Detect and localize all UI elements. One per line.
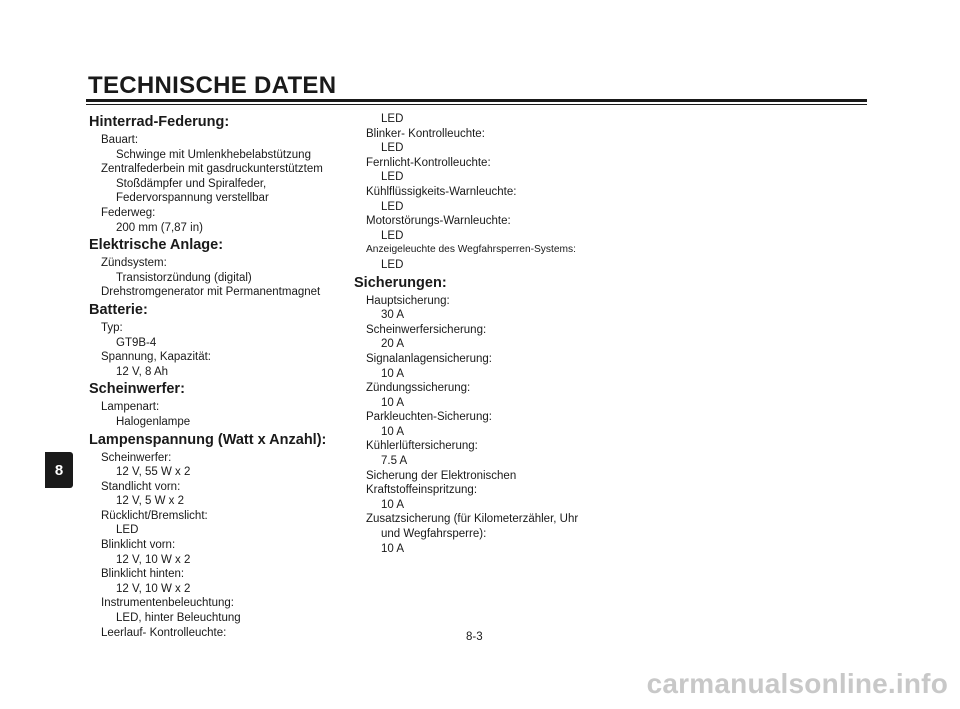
spec-value: 10 A [381, 396, 405, 409]
spec-column-right [354, 112, 624, 556]
spec-value: Schwinge mit Umlenkhebelabstützung [116, 148, 311, 161]
spec-value: 10 A [381, 542, 405, 555]
page-title: TECHNISCHE DATEN [88, 72, 337, 99]
page-number: 8-3 [466, 631, 483, 643]
spec-label: Lampenart: [101, 401, 160, 414]
spec-label: Zündungssicherung: [366, 382, 471, 395]
spec-value: Transistorzündung (digital) [116, 271, 252, 284]
spec-value: LED [381, 229, 404, 242]
spec-value: LED [381, 142, 404, 155]
spec-label: Zentralfederbein mit gasdruckunterstütztem [101, 163, 323, 176]
chapter-tab: 8 [45, 452, 73, 488]
spec-value: 12 V, 10 W x 2 [116, 582, 191, 595]
spec-value: Stoßdämpfer und Spiralfeder, [116, 177, 267, 190]
spec-label: Zusatzsicherung (für Kilometerzähler, Uhr [366, 513, 579, 526]
spec-label: Blinklicht hinten: [101, 568, 185, 581]
title-rule-thin [86, 104, 867, 105]
spec-value: 12 V, 55 W x 2 [116, 466, 191, 479]
watermark: carmanualsonline.info [646, 668, 948, 699]
spec-value: LED [381, 171, 404, 184]
spec-value: 12 V, 5 W x 2 [116, 495, 184, 508]
spec-label: Kühlflüssigkeits-Warnleuchte: [366, 185, 517, 198]
spec-value: Federvorspannung verstellbar [116, 192, 269, 205]
spec-label: Spannung, Kapazität: [101, 351, 211, 364]
spec-column-left [89, 112, 349, 640]
spec-value: LED [116, 524, 139, 537]
spec-value: 12 V, 10 W x 2 [116, 553, 191, 566]
spec-label: Blinklicht vorn: [101, 539, 176, 552]
spec-value: Halogenlampe [116, 415, 191, 428]
spec-value: 20 A [381, 338, 405, 351]
spec-label: Zündsystem: [101, 257, 167, 270]
section-heading: Hinterrad-Federung: [89, 114, 230, 130]
spec-value: 200 mm (7,87 in) [116, 221, 203, 234]
spec-label: Typ: [101, 321, 123, 334]
spec-label: Instrumentenbeleuchtung: [101, 597, 234, 610]
spec-label: Standlicht vorn: [101, 480, 181, 493]
spec-value: 10 A [381, 425, 405, 438]
spec-label: Scheinwerfer: [101, 451, 172, 464]
section-heading: Batterie: [89, 301, 148, 318]
section-heading: Sicherungen: [354, 274, 447, 291]
section-heading: Elektrische Anlage: [89, 237, 224, 254]
spec-value: GT9B-4 [116, 336, 157, 349]
spec-label: Parkleuchten-Sicherung: [366, 411, 492, 424]
spec-label: Signalanlagensicherung: [366, 352, 492, 365]
spec-label: Leerlauf- Kontrolleuchte: [101, 626, 227, 639]
spec-value: LED [381, 200, 404, 213]
title-rule-thick [86, 99, 867, 102]
spec-label: Motorstörungs-Warnleuchte: [366, 215, 511, 228]
spec-label: Sicherung der Elektronischen [366, 469, 517, 482]
spec-label: Anzeigeleuchte des Wegfahrsperren-Systems: [366, 244, 576, 256]
section-heading: Scheinwerfer: [89, 381, 185, 398]
spec-value: LED [381, 258, 404, 271]
spec-label: Kraftstoffeinspritzung: [366, 484, 478, 497]
spec-value: 12 V, 8 Ah [116, 365, 169, 378]
spec-label: Kühlerlüftersicherung: [366, 440, 478, 453]
spec-label: Blinker- Kontrolleuchte: [366, 127, 485, 140]
spec-value: und Wegfahrsperre): [381, 528, 487, 541]
spec-value: 7.5 A [381, 455, 408, 468]
spec-label: Scheinwerfersicherung: [366, 323, 487, 336]
spec-label: Hauptsicherung: [366, 294, 450, 307]
section-heading: Lampenspannung (Watt x Anzahl): [89, 431, 327, 448]
spec-value: LED, hinter Beleuchtung [116, 612, 241, 625]
spec-label: Federweg: [101, 206, 156, 219]
spec-value: 10 A [381, 498, 405, 511]
spec-label: Fernlicht-Kontrolleuchte: [366, 156, 491, 169]
spec-value: 10 A [381, 367, 405, 380]
spec-value: LED [381, 113, 404, 125]
spec-value: 30 A [381, 309, 405, 322]
spec-label: Bauart: [101, 134, 139, 146]
spec-label: Drehstromgenerator mit Permanentmagnet [101, 286, 321, 299]
spec-label: Rücklicht/Bremslicht: [101, 509, 208, 522]
